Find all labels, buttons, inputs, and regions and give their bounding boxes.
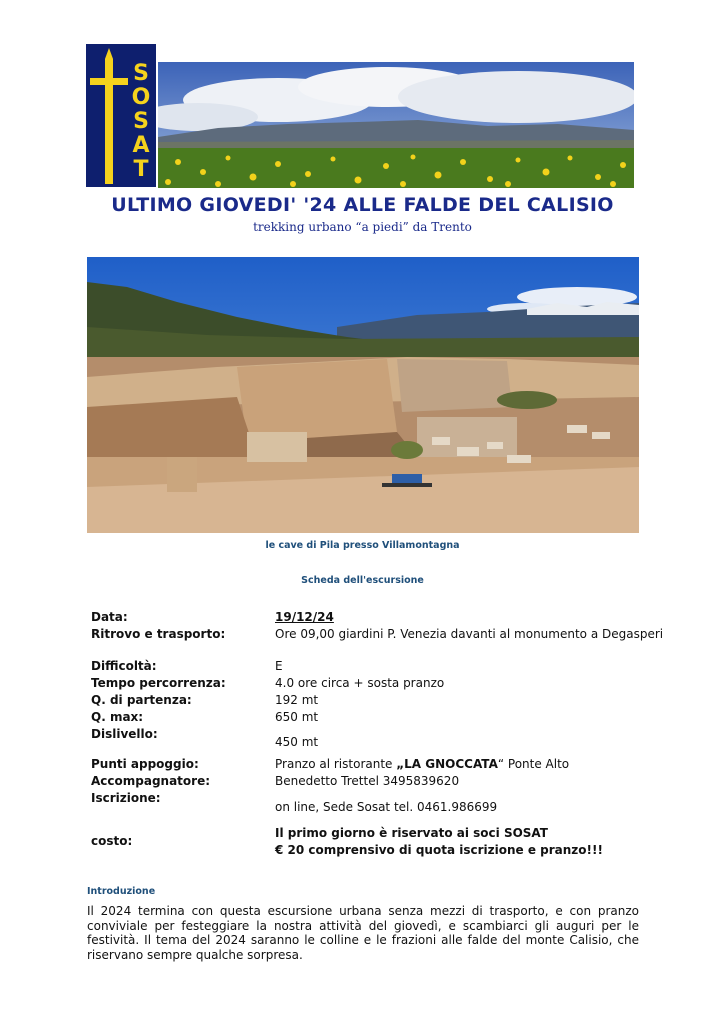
detail-value-iscrizione: on line, Sede Sosat tel. 0461.986699: [275, 800, 498, 814]
logo-letter: S: [133, 109, 149, 134]
detail-value-appoggio: [275, 757, 665, 772]
banner-image: [158, 62, 634, 188]
sword-icon: [105, 48, 113, 184]
detail-value-costo-line1: Il primo giorno è riservato ai soci SOSAT: [275, 826, 548, 840]
intro-heading: Introduzione: [87, 886, 156, 897]
detail-label: Q. max:: [91, 710, 144, 724]
detail-value-costo-line2: € 20 comprensivo di quota iscrizione e pranzo!!!: [275, 843, 603, 857]
logo-letter: S: [133, 61, 149, 86]
quarry-photo: [87, 257, 639, 533]
banner-landscape: [158, 62, 634, 188]
detail-label: Ritrovo e trasporto:: [91, 627, 226, 641]
page-subtitle: trekking urbano “a piedi” da Trento: [253, 220, 472, 234]
detail-label: Punti appoggio:: [91, 757, 199, 771]
appoggio-prefix: Pranzo al ristorante: [275, 757, 397, 771]
detail-label: Tempo percorrenza:: [91, 676, 226, 690]
photo-caption: le cave di Pila presso Villamontagna: [265, 540, 460, 551]
detail-label: Dislivello:: [91, 727, 158, 741]
detail-value-accompagnatore: Benedetto Trettel 3495839620: [275, 774, 460, 788]
detail-label: Q. di partenza:: [91, 693, 192, 707]
detail-value-difficolta: E: [275, 659, 283, 673]
logo-letter: T: [133, 157, 149, 182]
quarry-landscape: [87, 257, 639, 533]
detail-label: Accompagnatore:: [91, 774, 211, 788]
detail-value-date: 19/12/24: [275, 610, 334, 624]
detail-value-tempo: 4.0 ore circa + sosta pranzo: [275, 676, 445, 690]
detail-label: Iscrizione:: [91, 791, 161, 805]
logo-letter: O: [131, 85, 151, 110]
detail-value-max: 650 mt: [275, 710, 319, 724]
logo-letter: A: [132, 133, 150, 158]
restaurant-name: „LA GNOCCATA: [396, 757, 498, 771]
page-title: ULTIMO GIOVEDI' '24 ALLE FALDE DEL CALISIO: [111, 194, 614, 216]
detail-value-dislivello: 450 mt: [275, 735, 319, 749]
detail-label: Difficoltà:: [91, 659, 157, 673]
appoggio-suffix: “ Ponte Alto: [497, 757, 570, 771]
section-heading: Scheda dell'escursione: [301, 575, 424, 586]
header: [86, 44, 636, 190]
detail-value-partenza: 192 mt: [275, 693, 319, 707]
sosat-logo: [86, 44, 156, 187]
intro-text: Il 2024 termina con questa escursione urbana senza mezzi di trasporto, e con pranzo conviviale per festeggiare la nostra attività del giovedì, e scambiarci gli auguri per le festività. Il tema del 2024 saranno le colline e le frazioni alle falde del monte Calisio, che riservano sempre qualche sorpresa.: [87, 904, 639, 962]
detail-value-ritrovo: Ore 09,00 giardini P. Venezia davanti al monumento a Degasperi: [275, 627, 664, 641]
logo-letters: [128, 62, 154, 182]
detail-label: costo:: [91, 834, 133, 848]
detail-label: Data:: [91, 610, 128, 624]
sword-guard: [90, 78, 128, 85]
